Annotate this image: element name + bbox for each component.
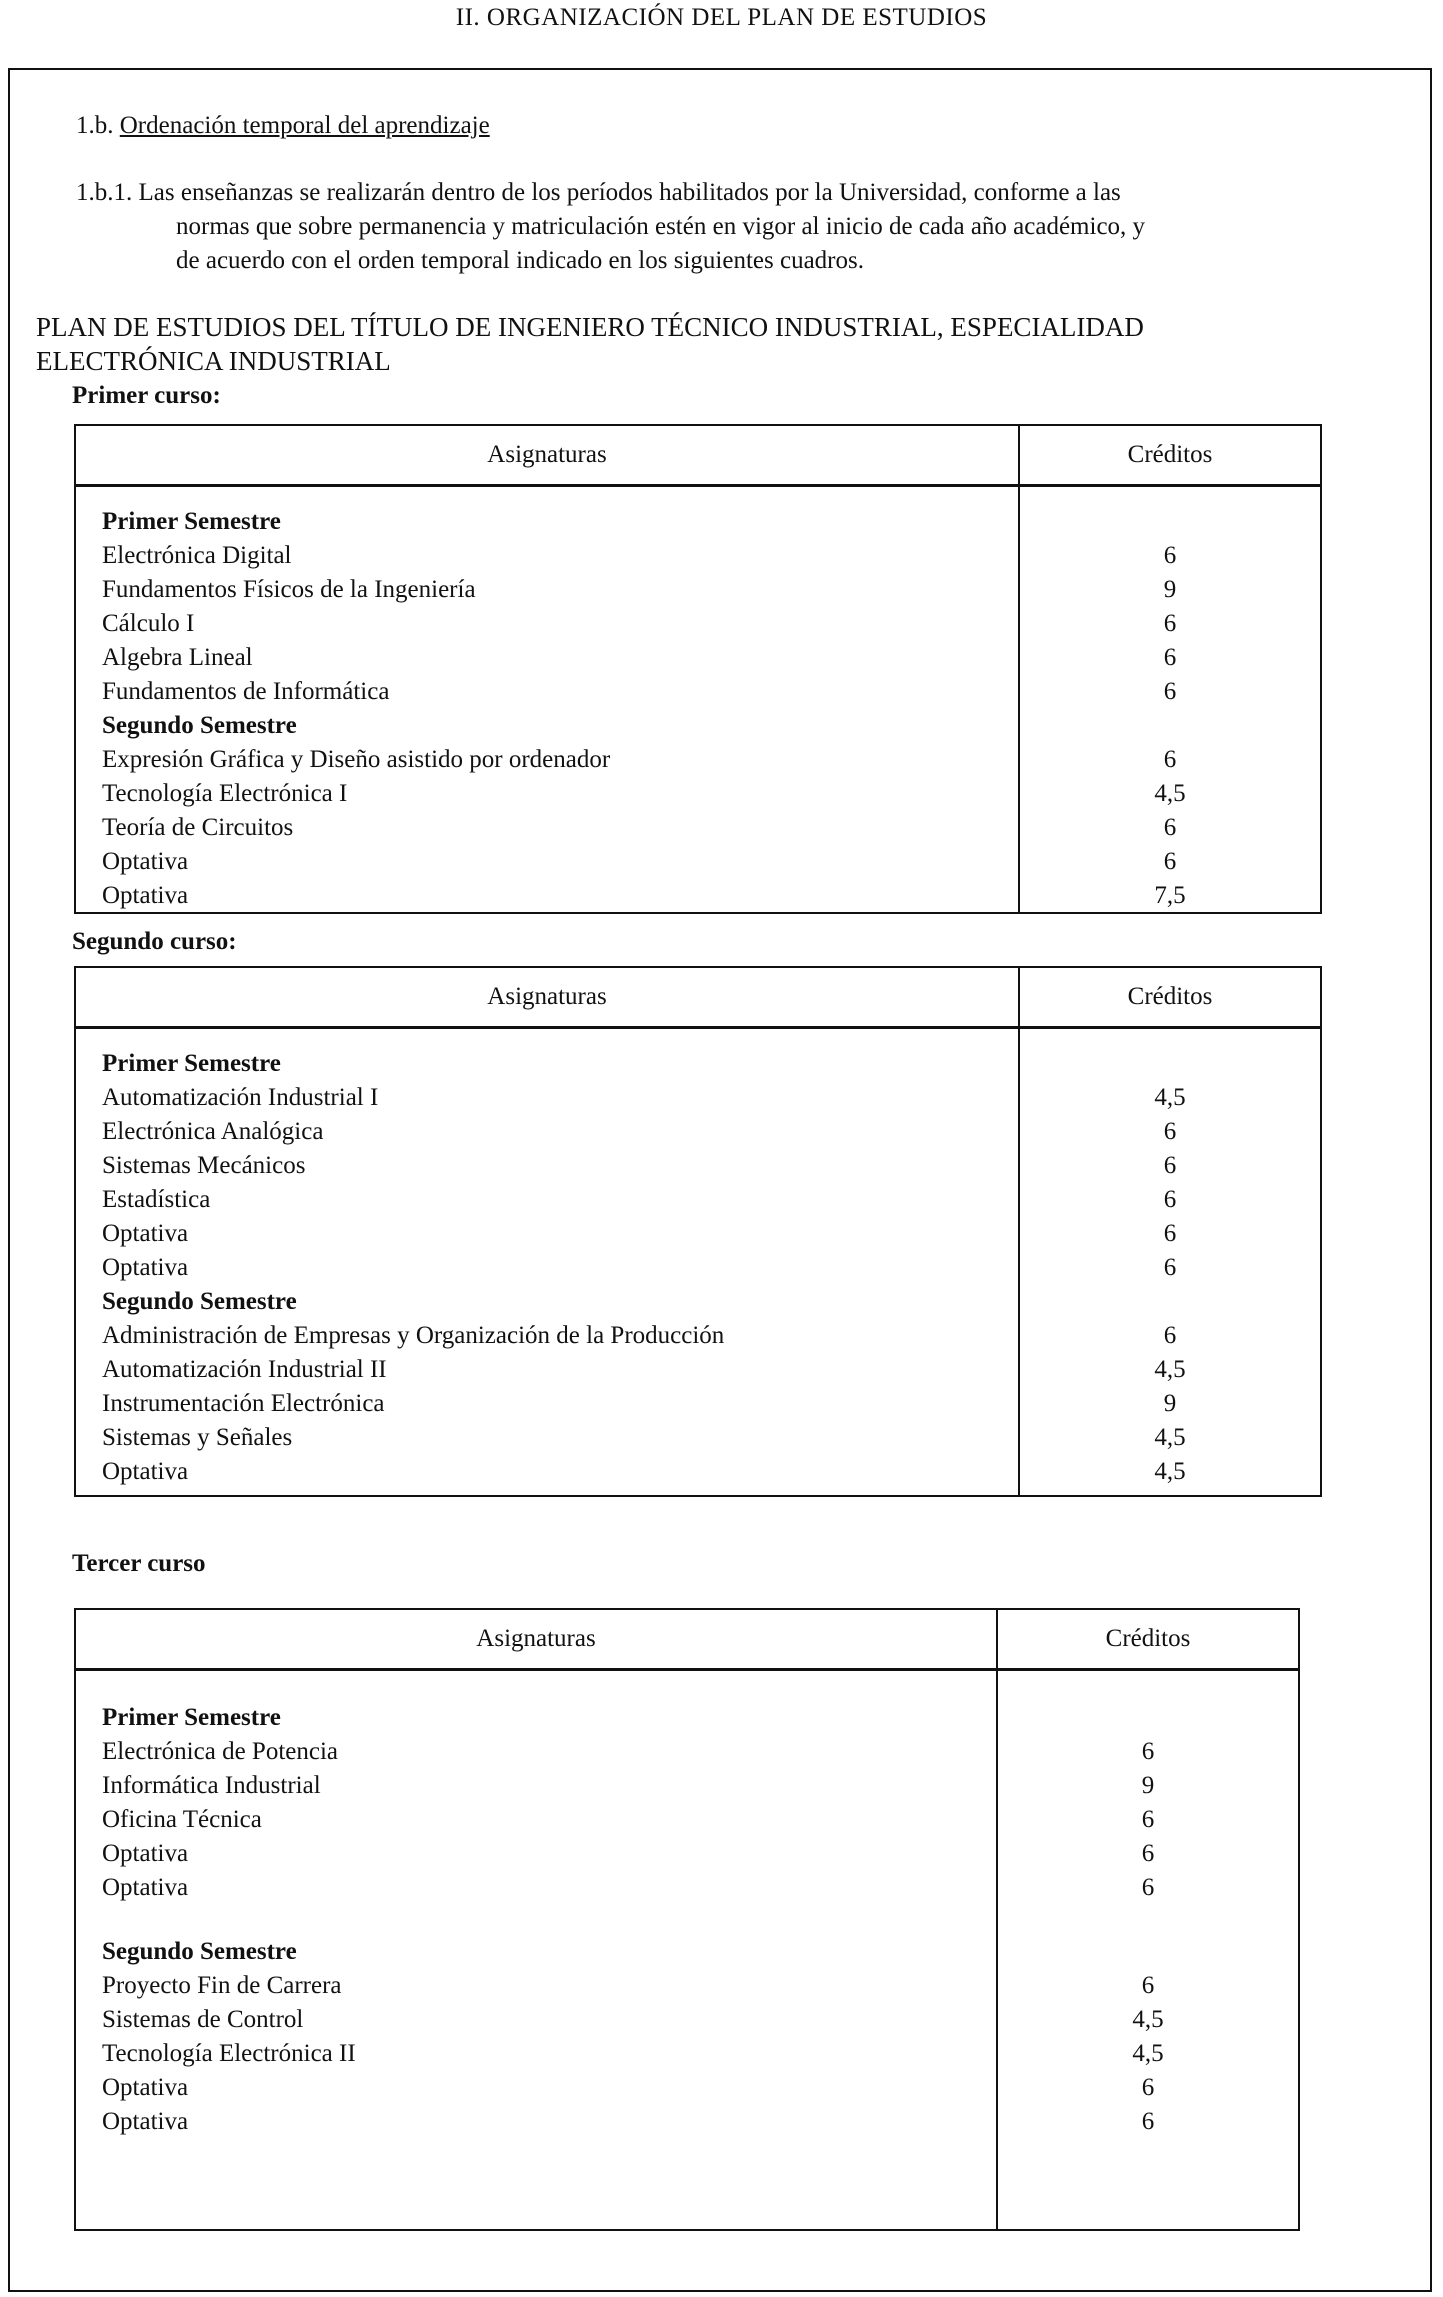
subject-credits: 4,5 <box>1154 1458 1186 1485</box>
subject-name: Fundamentos Físicos de la Ingeniería <box>75 573 1019 607</box>
table-row <box>75 1319 1321 1353</box>
table-row <box>75 1251 1321 1285</box>
subject-name: Proyecto Fin de Carrera <box>75 1969 997 2003</box>
subject-name: Optativa <box>75 1871 997 1905</box>
subject-name: Automatización Industrial II <box>75 1353 1019 1387</box>
subject-name: Optativa <box>75 845 1019 879</box>
subject-credits: 4,5 <box>1154 1356 1186 1383</box>
page-header: II. ORGANIZACIÓN DEL PLAN DE ESTUDIOS <box>455 4 988 31</box>
subject-name: Optativa <box>75 1837 997 1871</box>
table-row <box>75 573 1321 607</box>
subject-name: Optativa <box>75 1251 1019 1285</box>
subject-name: Electrónica de Potencia <box>75 1735 997 1769</box>
table-row <box>75 1871 1299 1905</box>
column-header-credits: Créditos <box>997 1609 1299 1670</box>
subject-credits: 4,5 <box>1154 780 1186 807</box>
subject-credits: 6 <box>1163 848 1177 875</box>
subject-name: Estadística <box>75 1183 1019 1217</box>
plan-title: PLAN DE ESTUDIOS DEL TÍTULO DE INGENIERO TÉCNICO INDUSTRIAL, ESPECIALIDAD ELECTRÓNICA INDUSTRIAL <box>36 312 1144 376</box>
subject-name: Electrónica Analógica <box>75 1115 1019 1149</box>
table-row <box>75 607 1321 641</box>
subject-credits: 6 <box>1141 1874 1155 1901</box>
subject-credits: 6 <box>1141 1840 1155 1867</box>
table-row <box>75 811 1321 845</box>
table-row <box>75 845 1321 879</box>
column-header-subject: Asignaturas <box>75 425 1019 486</box>
table-row <box>75 743 1321 777</box>
subject-credits: 6 <box>1141 2074 1155 2101</box>
subject-credits: 7,5 <box>1154 881 1186 909</box>
subject-credits: 4,5 <box>1154 1424 1186 1451</box>
table-row <box>75 2071 1299 2105</box>
subject-credits: 6 <box>1163 1220 1177 1247</box>
course-label: Primer curso: <box>72 382 221 409</box>
subject-name: Oficina Técnica <box>75 1803 997 1837</box>
table-row <box>75 1115 1321 1149</box>
subject-name: Optativa <box>75 879 1019 913</box>
table-row <box>75 641 1321 675</box>
subject-credits: 4,5 <box>1132 2040 1164 2067</box>
subject-credits: 9 <box>1141 1772 1155 1799</box>
subject-credits: 6 <box>1163 746 1177 773</box>
subject-credits: 6 <box>1163 610 1177 637</box>
semester-heading: Primer Semestre <box>75 505 1019 539</box>
paragraph-line-2: normas que sobre permanencia y matriculación estén en vigor al inicio de cada año académico, y <box>176 213 1146 240</box>
table-row <box>75 1455 1321 1489</box>
subject-name: Sistemas y Señales <box>75 1421 1019 1455</box>
subject-credits: 6 <box>1141 1738 1155 1765</box>
course-table <box>74 966 1322 1497</box>
subject-credits: 6 <box>1163 1186 1177 1213</box>
subject-name: Fundamentos de Informática <box>75 675 1019 709</box>
subject-credits: 4,5 <box>1132 2006 1164 2033</box>
subject-name: Expresión Gráfica y Diseño asistido por ordenador <box>75 743 1019 777</box>
subject-credits: 6 <box>1163 1118 1177 1145</box>
table-row <box>75 1217 1321 1251</box>
table-row <box>75 879 1321 913</box>
subject-name: Optativa <box>75 2071 997 2105</box>
subject-name: Informática Industrial <box>75 1769 997 1803</box>
table-row <box>75 1183 1321 1217</box>
section-number: 1.b. <box>76 112 114 139</box>
subject-credits: 4,5 <box>1154 1084 1186 1111</box>
subject-name: Tecnología Electrónica I <box>75 777 1019 811</box>
course-label: Tercer curso <box>72 1550 206 1577</box>
table-row <box>75 777 1321 811</box>
paragraph <box>76 176 1366 278</box>
table-row <box>75 1421 1321 1455</box>
paragraph-line-1: Las enseñanzas se realizarán dentro de los períodos habilitados por la Universidad, conforme a las <box>138 179 1121 206</box>
subject-name: Electrónica Digital <box>75 539 1019 573</box>
table-row <box>75 1969 1299 2003</box>
table-row <box>75 1735 1299 1769</box>
table-row <box>75 675 1321 709</box>
subject-name: Instrumentación Electrónica <box>75 1387 1019 1421</box>
column-header-credits: Créditos <box>1019 425 1321 486</box>
subject-credits: 9 <box>1163 1390 1177 1417</box>
subject-name: Sistemas Mecánicos <box>75 1149 1019 1183</box>
semester-heading: Segundo Semestre <box>75 1285 1019 1319</box>
semester-heading: Segundo Semestre <box>75 1935 997 1969</box>
table-row <box>75 1149 1321 1183</box>
semester-heading: Segundo Semestre <box>75 709 1019 743</box>
course-table <box>74 1608 1300 2231</box>
table-row <box>75 2037 1299 2071</box>
subject-name: Sistemas de Control <box>75 2003 997 2037</box>
section-title-text: Ordenación temporal del aprendizaje <box>119 112 490 139</box>
table-row <box>75 1353 1321 1387</box>
course-table <box>74 424 1322 914</box>
table-row <box>75 2003 1299 2037</box>
paragraph-number: 1.b.1. <box>76 179 133 206</box>
subject-credits: 6 <box>1163 1322 1177 1349</box>
subject-credits: 6 <box>1163 1254 1177 1281</box>
subject-credits: 9 <box>1163 576 1177 603</box>
course-label: Segundo curso: <box>72 928 237 955</box>
table-row <box>75 2105 1299 2139</box>
table-row <box>75 1769 1299 1803</box>
semester-heading: Primer Semestre <box>75 1701 997 1735</box>
subject-name: Algebra Lineal <box>75 641 1019 675</box>
paragraph-line-3: de acuerdo con el orden temporal indicado en los siguientes cuadros. <box>176 247 864 274</box>
subject-name: Optativa <box>75 2105 997 2139</box>
subject-credits: 6 <box>1163 542 1177 569</box>
subject-credits: 6 <box>1163 814 1177 841</box>
subject-name: Teoría de Circuitos <box>75 811 1019 845</box>
semester-heading: Primer Semestre <box>75 1047 1019 1081</box>
subject-name: Optativa <box>75 1217 1019 1251</box>
table-row <box>75 539 1321 573</box>
table-row <box>75 1081 1321 1115</box>
section-title <box>76 112 490 140</box>
table-row <box>75 1837 1299 1871</box>
table-row <box>75 1387 1321 1421</box>
subject-credits: 6 <box>1141 2108 1155 2135</box>
subject-name: Tecnología Electrónica II <box>75 2037 997 2071</box>
subject-credits: 6 <box>1163 644 1177 671</box>
subject-credits: 6 <box>1163 678 1177 705</box>
subject-credits: 6 <box>1141 1806 1155 1833</box>
subject-name: Administración de Empresas y Organización de la Producción <box>75 1319 1019 1353</box>
table-row <box>75 1803 1299 1837</box>
subject-name: Automatización Industrial I <box>75 1081 1019 1115</box>
column-header-credits: Créditos <box>1019 967 1321 1028</box>
subject-name: Cálculo I <box>75 607 1019 641</box>
column-header-subject: Asignaturas <box>75 1609 997 1670</box>
column-header-subject: Asignaturas <box>75 967 1019 1028</box>
subject-credits: 6 <box>1141 1972 1155 1999</box>
subject-credits: 6 <box>1163 1152 1177 1179</box>
subject-name: Optativa <box>75 1455 1019 1489</box>
